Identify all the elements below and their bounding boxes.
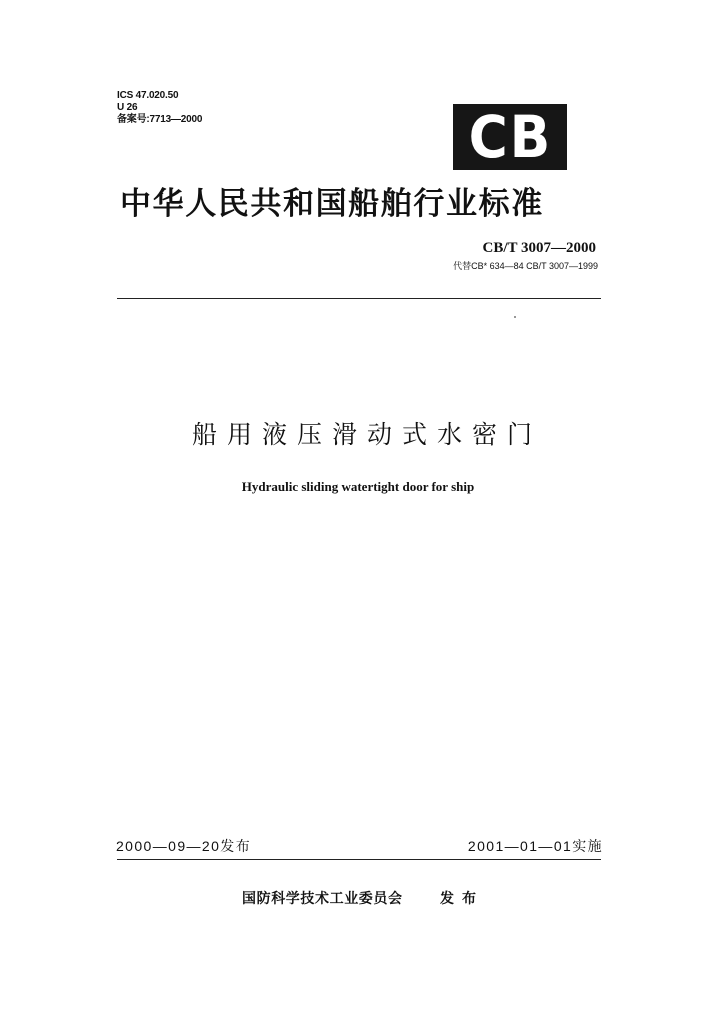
- effective-date: 2001—01—01实施: [467, 838, 603, 854]
- cb-logo: [453, 104, 567, 170]
- document-subtitle-english: Hydraulic sliding watertight door for ship: [241, 479, 475, 494]
- scan-speck: [514, 316, 516, 318]
- issuing-authority-title: 中华人民共和国船舶行业标准: [120, 186, 544, 222]
- issue-date: 2000—09—20发布: [116, 838, 252, 854]
- document-title: [0, 418, 724, 452]
- filing-number: 备案号:7713—2000: [117, 114, 203, 125]
- publisher-name: 国防科学技术工业委员会: [242, 891, 403, 907]
- document-title-text: 船用液压滑动式水密门: [191, 420, 542, 449]
- ics-number: ICS 47.020.50: [117, 90, 179, 101]
- footer-divider: [117, 859, 601, 860]
- cb-logo-text: CB: [468, 104, 552, 170]
- publish-label: 发布: [440, 891, 484, 907]
- header-divider: [117, 298, 601, 299]
- ccs-number: U 26: [117, 102, 138, 113]
- standard-code: CB/T 3007—2000: [482, 240, 596, 256]
- replaces-standards: 代替CB* 634—84 CB/T 3007—1999: [453, 261, 598, 271]
